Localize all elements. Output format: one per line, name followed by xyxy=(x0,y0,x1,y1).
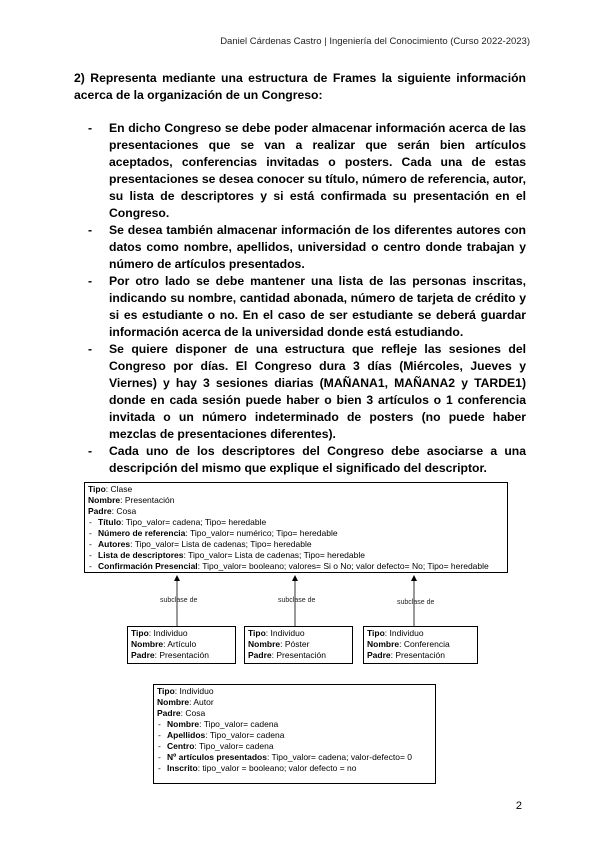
frame-slot: - Nº artículos presentados: Tipo_valor= cadena; valor-defecto= 0 xyxy=(158,752,413,762)
frame-conferencia: Tipo: Individuo Nombre: Conferencia Padre: Presentación xyxy=(363,626,478,664)
frame-slot: - Centro: Tipo_valor= cadena xyxy=(158,741,274,751)
question-heading: 2) Representa mediante una estructura de Frames la siguiente información acerca de la organización de un Congreso: xyxy=(74,71,526,102)
frame-slot: - Número de referencia: Tipo_valor= numérico; Tipo= heredable xyxy=(89,528,338,538)
list-item-text: Cada uno de los descriptores del Congreso debe asociarse a una descripción del mismo que explique el significado del descriptor. xyxy=(109,444,526,475)
list-item-text: En dicho Congreso se debe poder almacenar información acerca de las presentaciones que se van a realizar que serán bien artículos aceptados, conferencias invitadas o posters. Cada una de estas presentaciones se desea conocer su título, número de referencia, autor, su lista de descriptores y si está confirmada su presentación en el Congreso. xyxy=(109,121,526,220)
list-item-text: Por otro lado se debe mantener una lista de las personas inscritas, indicando su nombre, cantidad abonada, número de tarjeta de crédito y si es estudiante o no. En el caso de ser estudiante se deberá guardar información acerca de la universidad donde está estudiando. xyxy=(109,274,526,339)
bullet-dash: - xyxy=(88,444,93,458)
list-item-text: Se desea también almacenar información de los diferentes autores con datos como nombre, apellidos, universidad o centro donde trabajan y número de artículos presentados. xyxy=(109,223,526,271)
frame-slot: - Lista de descriptores: Tipo_valor= Lista de cadenas; Tipo= heredable xyxy=(89,550,365,560)
arrowhead xyxy=(174,575,180,581)
arrowhead xyxy=(292,575,298,581)
frame-slot: - Nombre: Tipo_valor= cadena xyxy=(158,719,279,729)
bullet-dash: - xyxy=(88,342,93,356)
bullet-dash: - xyxy=(88,121,93,135)
bullet-dash: - xyxy=(88,223,93,237)
page-number: 2 xyxy=(515,800,522,812)
bullet-dash: - xyxy=(88,274,93,288)
frame-presentacion: Tipo: Clase Nombre: Presentación Padre: Cosa - Título: Tipo_valor= cadena; Tipo= heredable - Número de referencia: Tipo_valor= numérico; Tipo= heredable - Autores: Tipo_valor= Lista de cadenas; Tipo= heredable - Lista de descriptores: Tipo_valor= Lista de cadenas; Tipo= heredable - Confirmación Presencial: Tipo_valor= booleano; valores= Si o No; valor defecto= No; Tipo= heredable xyxy=(84,482,508,573)
arrowhead xyxy=(411,575,417,581)
frame-slot: - Confirmación Presencial: Tipo_valor= booleano; valores= Si o No; valor defecto= No; Tipo= heredable xyxy=(89,561,489,571)
frame-articulo: Tipo: Individuo Nombre: Artículo Padre: Presentación xyxy=(127,626,236,664)
frame-slot: - Autores: Tipo_valor= Lista de cadenas; Tipo= heredable xyxy=(89,539,312,549)
frame-slot: - Inscrito: tipo_valor = booleano; valor defecto = no xyxy=(158,763,357,773)
frame-slot: - Apellidos: Tipo_valor= cadena xyxy=(158,730,285,740)
list-item-text: Se quiere disponer de una estructura que refleje las sesiones del Congreso por días. El Congreso dura 3 días (Miércoles, Jueves y Viernes) y hay 3 sesiones diarias (MAÑANA1, MAÑANA2 y TARDE1) donde en cada sesión puede haber o bien 3 artículos o 1 conferencia invitada o un número indeterminado de posters (no puede haber mezclas de presentaciones diferentes). xyxy=(109,342,526,441)
page-header: Daniel Cárdenas Castro | Ingeniería del Conocimiento (Curso 2022-2023) xyxy=(220,36,530,47)
frame-slot: - Título: Tipo_valor= cadena; Tipo= heredable xyxy=(89,517,267,527)
frame-autor: Tipo: Individuo Nombre: Autor Padre: Cosa - Nombre: Tipo_valor= cadena - Apellidos: Tipo_valor= cadena - Centro: Tipo_valor= cadena - Nº artículos presentados: Tipo_valor= cadena; valor-defecto= 0 - Inscrito: tipo_valor = booleano; valor defecto = no xyxy=(153,684,436,784)
frame-poster: Tipo: Individuo Nombre: Póster Padre: Presentación xyxy=(244,626,353,664)
edge-label-conferencia: subclase de xyxy=(397,599,435,606)
edge-label-poster: subclase de xyxy=(278,597,316,604)
edge-label-articulo: subclase de xyxy=(160,597,198,604)
